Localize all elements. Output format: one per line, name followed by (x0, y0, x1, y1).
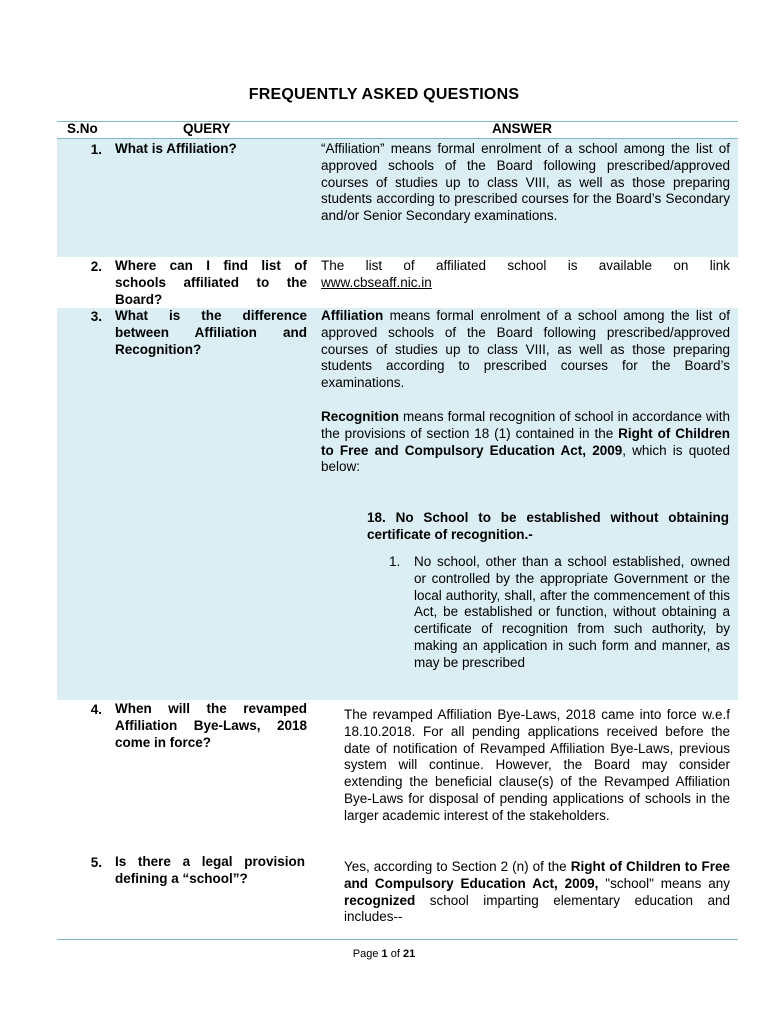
row-4-answer: The revamped Affiliation Bye-Laws, 2018 came into force w.e.f 18.10.2018. For all pending applications received before the date of notification of Revamped Affiliation Bye-Laws, previous system will continue. However, the Board may consider extending the beneficial clause(s) of the Revamped Affiliation Bye-Laws for disposal of pending applications of schools in the larger academic interest of the stakeholders. (344, 707, 730, 823)
affiliation-definition (321, 308, 730, 392)
row-4-query: When will the revamped Affiliation Bye-Laws, 2018 come in force? (115, 701, 307, 750)
affiliation-def-text: means formal enrolment of a school among the list of approved schools of the Board following prescribed/approved courses of studies up to class VIII, as well as those preparing students according to prescribed courses for the Board’s examinations. (321, 308, 730, 391)
row-1-answer: “Affiliation” means formal enrolment of a school among the list of approved schools of the Board following prescribed/approved courses of studies up to class VIII, as well as those preparing students according to prescribed courses for the Board’s Secondary and/or Senior Secondary examinations. (321, 141, 730, 224)
row-2-answer-text: The list of affiliated school is available on link (321, 258, 730, 273)
header-answer: ANSWER (492, 121, 552, 136)
clause-text: No school, other than a school established, owned or controlled by the appropriate Government or the local authority, shall, after the commencement of this Act, be established or function, without obtaining a certificate of recognition from such authority, by making an application in such form and manner, as may be prescribed (414, 554, 730, 670)
row-5-recognized: recognized (344, 892, 416, 908)
row-5-answer-text-2: "school" means any (605, 875, 730, 891)
header-query: QUERY (183, 121, 231, 136)
row-3-query: What is the difference between Affiliation and Recognition? (115, 308, 307, 357)
row-2-number: 2. (90, 259, 102, 274)
recognition-term: Recognition (321, 408, 399, 424)
row-5-answer (344, 859, 730, 926)
row-5-act-name: Right of Children to Free and Compulsory Education Act, 2009, (344, 859, 730, 891)
row-2-answer (321, 258, 730, 292)
page-number: 1 (381, 948, 388, 960)
row-5-number: 5. (90, 855, 102, 870)
page-label: Page (352, 948, 379, 960)
clause-number: 1. (389, 554, 401, 569)
recognition-def-text-2: , which is quoted below: (321, 442, 731, 475)
header-top-rule (57, 121, 738, 122)
row-1-number: 1. (90, 142, 102, 157)
row-4-number: 4. (90, 702, 102, 717)
rte-act-name: Right of Children to Free and Compulsory Education Act, 2009 (321, 425, 730, 458)
affiliation-list-link[interactable]: www.cbseaff.nic.in (321, 274, 432, 290)
page-footer (0, 948, 768, 960)
header-sno: S.No (67, 121, 98, 136)
section-18-heading: 18. No School to be established without obtaining certificate of recognition.- (367, 510, 729, 542)
row-2-query: Where can I find list of schools affiliated to the Board? (115, 258, 307, 307)
page-total: 21 (402, 948, 416, 960)
row-5-answer-text-1: Yes, according to Section 2 (n) of the (344, 859, 567, 874)
row-3-number: 3. (90, 309, 102, 324)
recognition-definition (321, 409, 730, 476)
row-3-answer (321, 308, 730, 476)
row-5-answer-text-3: school imparting elementary education and includes-- (344, 892, 730, 925)
of-label: of (390, 948, 400, 960)
recognition-def-text-1: means formal recognition of school in accordance with the provisions of section 18 (1) contained in the (321, 408, 730, 441)
row-5-query: Is there a legal provision defining a “school”? (115, 854, 305, 886)
page-title: FREQUENTLY ASKED QUESTIONS (248, 86, 520, 103)
affiliation-term: Affiliation (321, 308, 384, 323)
footer-rule (57, 939, 738, 940)
row-1-query: What is Affiliation? (115, 141, 237, 156)
